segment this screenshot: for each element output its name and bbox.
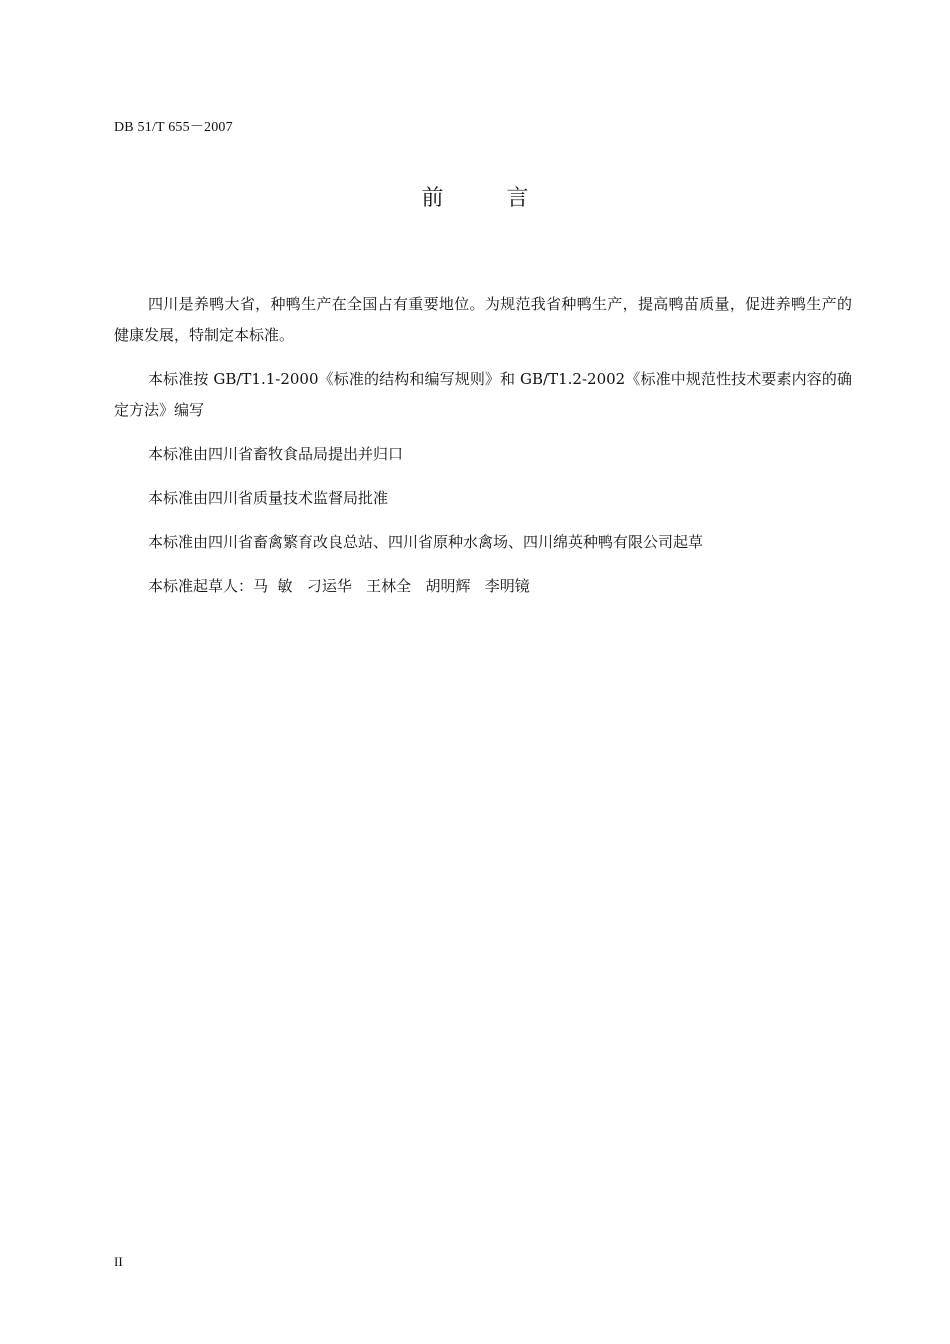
paragraph-compilation-basis: 本标准按 GB/T1.1-2000《标准的结构和编写规则》和 GB/T1.2-2002《标准中规范性技术要素内容的确定方法》编写 [114, 370, 852, 419]
paragraph-intro: 四川是养鸭大省，种鸭生产在全国占有重要地位。为规范我省种鸭生产，提高鸭苗质量，促进养鸭生产的健康发展，特制定本标准。 [114, 295, 852, 344]
page-title: 前 言 [421, 186, 557, 211]
foreword-body [114, 289, 852, 615]
paragraph-drafters: 本标准起草人：马 敏 刁运华 王林全 胡明辉 李明镜 [148, 577, 530, 595]
paragraph-approver: 本标准由四川省质量技术监督局批准 [148, 489, 389, 507]
paragraph-drafting-units: 本标准由四川省畜禽繁育改良总站、四川省原种水禽场、四川绵英种鸭有限公司起草 [148, 533, 704, 551]
paragraph-proposer: 本标准由四川省畜牧食品局提出并归口 [148, 445, 404, 463]
standard-code: DB 51/T 655－2007 [114, 120, 233, 135]
page-number: II [114, 1254, 123, 1269]
